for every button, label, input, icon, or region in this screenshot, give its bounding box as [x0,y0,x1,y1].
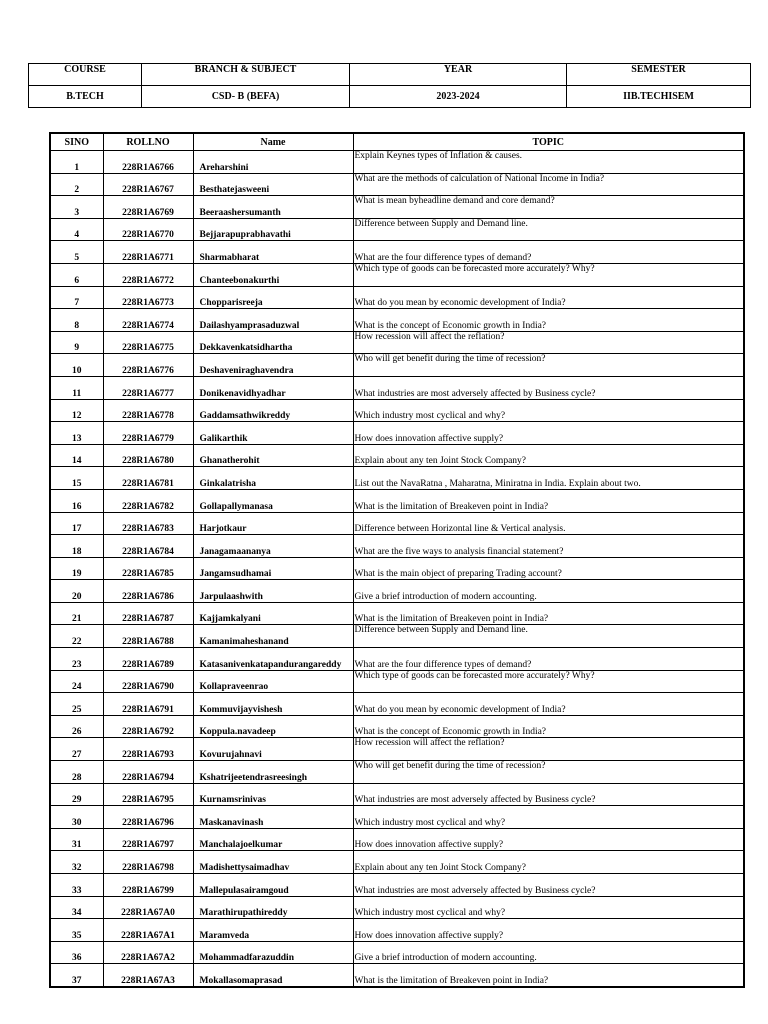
name-cell: Ghanatherohit [193,444,353,467]
name-cell: Beeraashersumanth [193,196,353,219]
name-cell: Jangamsudhamai [193,557,353,580]
year-value: 2023-2024 [350,86,567,108]
name-cell: Manchalajoelkumar [193,828,353,851]
sino-cell: 28 [50,761,103,784]
table-row [50,399,744,422]
sino-cell: 10 [50,354,103,377]
rollno-cell: 228R1A6794 [103,761,193,784]
rollno-cell: 228R1A67A2 [103,941,193,964]
rollno-cell: 228R1A6778 [103,399,193,422]
sino-cell: 7 [50,286,103,309]
rollno-cell: 228R1A6771 [103,241,193,264]
name-cell: Harjotkaur [193,512,353,535]
name-cell: Jarpulaashwith [193,580,353,603]
rollno-cell: 228R1A6796 [103,806,193,829]
sino-cell: 1 [50,151,103,174]
table-row [50,151,744,174]
rollno-cell: 228R1A6791 [103,693,193,716]
sino-cell: 30 [50,806,103,829]
rollno-cell: 228R1A67A3 [103,964,193,987]
name-cell: Areharshini [193,151,353,174]
sino-cell: 24 [50,670,103,693]
table-row [50,964,744,987]
name-cell: Chopparisreeja [193,286,353,309]
table-row [50,896,744,919]
sino-cell: 2 [50,173,103,196]
topic-cell: What is the concept of Economic growth in India? [353,715,744,738]
name-cell: Besthatejasweeni [193,173,353,196]
name-cell: Ginkalatrisha [193,467,353,490]
table-row [50,444,744,467]
rollno-cell: 228R1A6779 [103,422,193,445]
sino-cell: 27 [50,738,103,761]
name-cell: Gaddamsathwikreddy [193,399,353,422]
sino-cell: 11 [50,376,103,399]
table-row [50,354,744,377]
table-row [50,851,744,874]
student-topic-table [49,132,745,988]
name-cell: Janagamaananya [193,535,353,558]
rollno-cell: 228R1A6775 [103,331,193,354]
table-row [50,557,744,580]
sino-cell: 8 [50,309,103,332]
table-row [50,693,744,716]
topic-cell: Difference between Supply and Demand line. [353,625,744,648]
sino-cell: 6 [50,263,103,286]
topic-cell: Give a brief introduction of modern accounting. [353,941,744,964]
sino-cell: 13 [50,422,103,445]
sino-cell: 26 [50,715,103,738]
topic-cell: What are the five ways to analysis financial statement? [353,535,744,558]
rollno-cell: 228R1A6786 [103,580,193,603]
sino-cell: 35 [50,919,103,942]
sino-cell: 36 [50,941,103,964]
rollno-cell: 228R1A6790 [103,670,193,693]
sino-cell: 25 [50,693,103,716]
table-row [50,602,744,625]
table-row [50,376,744,399]
rollno-cell: 228R1A6770 [103,218,193,241]
sino-cell: 33 [50,874,103,897]
topic-cell: Which industry most cyclical and why? [353,806,744,829]
topic-cell: Give a brief introduction of modern accounting. [353,580,744,603]
name-cell: Maramveda [193,919,353,942]
rollno-cell: 228R1A6782 [103,489,193,512]
rollno-cell: 228R1A6787 [103,602,193,625]
table-row [50,173,744,196]
sino-cell: 34 [50,896,103,919]
table-row [50,625,744,648]
table-row [50,874,744,897]
table-row [50,467,744,490]
topic-cell: Who will get benefit during the time of recession? [353,354,744,377]
topic-cell: How recession will affect the reflation? [353,738,744,761]
table-row [50,828,744,851]
topic-cell: List out the NavaRatna , Maharatna, Miniratna in India. Explain about two. [353,467,744,490]
topic-cell: Explain about any ten Joint Stock Company? [353,444,744,467]
topic-cell: Difference between Horizontal line & Vertical analysis. [353,512,744,535]
table-row [50,331,744,354]
rollno-cell: 228R1A6797 [103,828,193,851]
topic-cell: What are the methods of calculation of National Income in India? [353,173,744,196]
sino-cell: 22 [50,625,103,648]
rollno-cell: 228R1A6793 [103,738,193,761]
topic-cell: Who will get benefit during the time of recession? [353,761,744,784]
table-row [50,535,744,558]
topic-cell: What industries are most adversely affected by Business cycle? [353,376,744,399]
table-row [50,783,744,806]
rollno-cell: 228R1A6784 [103,535,193,558]
rollno-cell: 228R1A6772 [103,263,193,286]
name-cell: Bejjarapuprabhavathi [193,218,353,241]
topic-cell: What are the four difference types of demand? [353,648,744,671]
name-cell: Sharmabharat [193,241,353,264]
name-cell: Galikarthik [193,422,353,445]
table-row [50,580,744,603]
rollno-cell: 228R1A6766 [103,151,193,174]
year-header: YEAR [350,64,567,86]
name-cell: Mohammadfarazuddin [193,941,353,964]
table-row [50,670,744,693]
table-row [50,241,744,264]
table-row [50,309,744,332]
rollno-cell: 228R1A6792 [103,715,193,738]
topic-cell: Difference between Supply and Demand line. [353,218,744,241]
topic-cell: What are the four difference types of demand? [353,241,744,264]
rollno-cell: 228R1A6774 [103,309,193,332]
sino-cell: 12 [50,399,103,422]
course-header: COURSE [29,64,142,86]
table-row [50,196,744,219]
sino-cell: 32 [50,851,103,874]
table-row [50,919,744,942]
sino-cell: 4 [50,218,103,241]
topic-cell: Which type of goods can be forecasted more accurately? Why? [353,670,744,693]
rollno-cell: 228R1A67A1 [103,919,193,942]
name-cell: Chanteebonakurthi [193,263,353,286]
branch-subject-value: CSD- B (BEFA) [142,86,350,108]
rollno-cell: 228R1A6799 [103,874,193,897]
course-info-table [28,63,751,108]
course-info-value-row [29,86,751,108]
table-row [50,648,744,671]
name-cell: Marathirupathireddy [193,896,353,919]
topic-cell: Which type of goods can be forecasted more accurately? Why? [353,263,744,286]
rollno-cell: 228R1A6781 [103,467,193,490]
sino-cell: 20 [50,580,103,603]
name-header: Name [193,133,353,151]
sino-cell: 23 [50,648,103,671]
rollno-cell: 228R1A6798 [103,851,193,874]
name-cell: Gollapallymanasa [193,489,353,512]
branch-subject-header: BRANCH & SUBJECT [142,64,350,86]
table-row [50,489,744,512]
name-cell: Katasanivenkatapandurangareddy [193,648,353,671]
name-cell: Kovurujahnavi [193,738,353,761]
sino-cell: 9 [50,331,103,354]
table-row [50,738,744,761]
table-row [50,941,744,964]
name-cell: Donikenavidhyadhar [193,376,353,399]
name-cell: Mokallasomaprasad [193,964,353,987]
name-cell: Kamanimaheshanand [193,625,353,648]
rollno-cell: 228R1A6769 [103,196,193,219]
sino-cell: 31 [50,828,103,851]
topic-cell: Which industry most cyclical and why? [353,896,744,919]
topic-cell: What do you mean by economic development of India? [353,286,744,309]
topic-cell: Explain about any ten Joint Stock Company? [353,851,744,874]
rollno-cell: 228R1A67A0 [103,896,193,919]
topic-table-body [50,151,744,987]
rollno-cell: 228R1A6777 [103,376,193,399]
semester-header: SEMESTER [567,64,751,86]
topic-header: TOPIC [353,133,744,151]
sino-cell: 16 [50,489,103,512]
table-row [50,422,744,445]
sino-cell: 17 [50,512,103,535]
table-row [50,218,744,241]
topic-cell: What is mean byheadline demand and core demand? [353,196,744,219]
topic-cell: How does innovation affective supply? [353,919,744,942]
course-value: B.TECH [29,86,142,108]
sino-cell: 37 [50,964,103,987]
name-cell: Kurnamsrinivas [193,783,353,806]
name-cell: Kollapraveenrao [193,670,353,693]
topic-cell: What is the limitation of Breakeven point in India? [353,964,744,987]
topic-cell: How does innovation affective supply? [353,828,744,851]
name-cell: Kshatrijeetendrasreesingh [193,761,353,784]
sino-cell: 19 [50,557,103,580]
topic-cell: How does innovation affective supply? [353,422,744,445]
rollno-cell: 228R1A6785 [103,557,193,580]
sino-cell: 3 [50,196,103,219]
course-info-header-row [29,64,751,86]
rollno-cell: 228R1A6783 [103,512,193,535]
name-cell: Mallepulasairamgoud [193,874,353,897]
name-cell: Maskanavinash [193,806,353,829]
sino-cell: 21 [50,602,103,625]
table-row [50,715,744,738]
rollno-header: ROLLNO [103,133,193,151]
topic-cell: Explain Keynes types of Inflation & causes. [353,151,744,174]
sino-cell: 5 [50,241,103,264]
rollno-cell: 228R1A6773 [103,286,193,309]
table-row [50,761,744,784]
sino-cell: 18 [50,535,103,558]
rollno-cell: 228R1A6776 [103,354,193,377]
name-cell: Kajjamkalyani [193,602,353,625]
table-row [50,512,744,535]
topic-cell: What do you mean by economic development of India? [353,693,744,716]
name-cell: Dailashyamprasaduzwal [193,309,353,332]
topic-cell: What is the concept of Economic growth in India? [353,309,744,332]
table-row [50,806,744,829]
table-row [50,263,744,286]
table-row [50,286,744,309]
topic-cell: What is the limitation of Breakeven point in India? [353,602,744,625]
topic-cell: What is the main object of preparing Trading account? [353,557,744,580]
name-cell: Deshaveniraghavendra [193,354,353,377]
rollno-cell: 228R1A6788 [103,625,193,648]
rollno-cell: 228R1A6767 [103,173,193,196]
name-cell: Madishettysaimadhav [193,851,353,874]
rollno-cell: 228R1A6780 [103,444,193,467]
rollno-cell: 228R1A6789 [103,648,193,671]
semester-value: IIB.TECHISEM [567,86,751,108]
topic-cell: What industries are most adversely affected by Business cycle? [353,783,744,806]
rollno-cell: 228R1A6795 [103,783,193,806]
topic-cell: What is the limitation of Breakeven point in India? [353,489,744,512]
sino-header: SINO [50,133,103,151]
sino-cell: 15 [50,467,103,490]
topic-cell: Which industry most cyclical and why? [353,399,744,422]
topic-cell: What industries are most adversely affected by Business cycle? [353,874,744,897]
sino-cell: 14 [50,444,103,467]
name-cell: Dekkavenkatsidhartha [193,331,353,354]
sino-cell: 29 [50,783,103,806]
name-cell: Kommuvijayvishesh [193,693,353,716]
name-cell: Koppula.navadeep [193,715,353,738]
topic-table-header-row [50,133,744,151]
topic-cell: How recession will affect the reflation? [353,331,744,354]
